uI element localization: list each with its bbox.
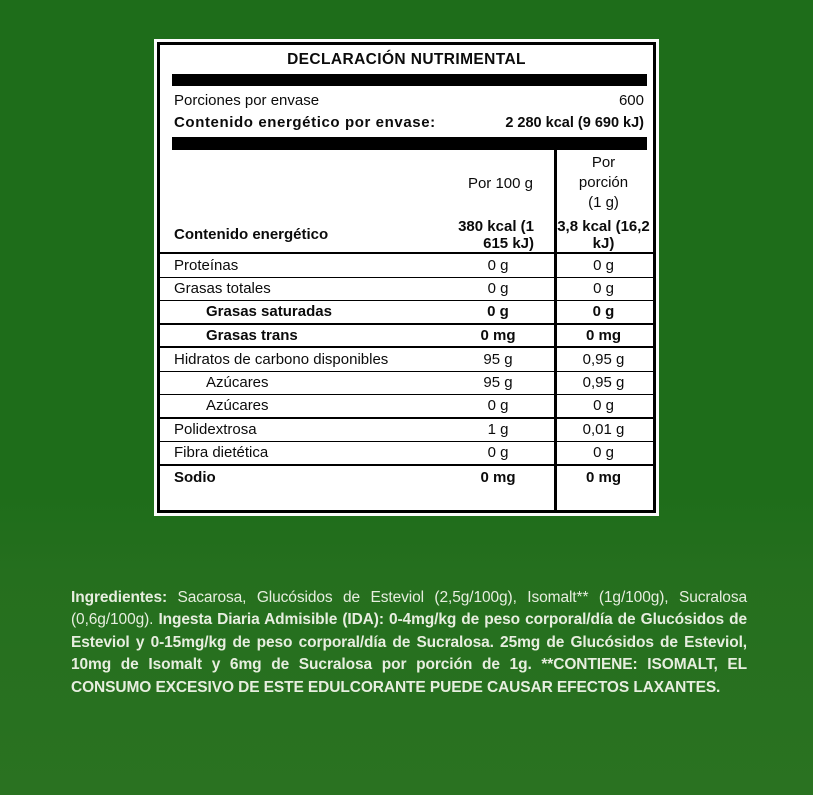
- servings-label: Porciones por envase: [174, 91, 320, 109]
- energy-per-portion-value: 3,8 kcal (16,2 kJ): [557, 217, 650, 252]
- nutrient-rows: [160, 254, 653, 489]
- value-per-100g: 95 g: [483, 350, 513, 368]
- nutrient-row: [160, 254, 653, 278]
- value-per-100g: 1 g: [487, 421, 509, 439]
- value-per-portion: 0 g: [593, 397, 614, 415]
- ingredients-bold-text: Ingesta Diaria Admisible (IDA): 0-4mg/kg de peso corporal/día de Glucósidos de Esteviol y 0-15mg/kg de peso corporal/día de Sucralosa. 25mg de Glucósidos de Esteviol, 10mg de Isomalt y 6mg de Sucralosa por porción de 1g. **CONTIENE: ISOMALT, EL CONSUMO EXCESIVO DE ESTE EDULCORANTE PUEDE CAUSAR EFECTOS LAXANTES.: [71, 611, 747, 696]
- value-per-100g: 0 g: [487, 303, 509, 321]
- nutrient-name: Azúcares: [206, 397, 269, 415]
- header-spacer: [160, 150, 442, 217]
- nutrient-name: Grasas trans: [206, 326, 298, 344]
- value-per-100g: 0 g: [487, 444, 509, 462]
- nutrient-row: [160, 395, 653, 419]
- value-per-100g: 0 g: [487, 256, 509, 274]
- value-per-portion: 0 g: [593, 256, 614, 274]
- nutrient-row: [160, 325, 653, 349]
- energy-per-package-label: Contenido energético por envase:: [174, 114, 436, 131]
- nutrient-name: Azúcares: [206, 374, 269, 392]
- energy-per-100g-value: 380 kcal (1 615 kJ): [458, 217, 534, 252]
- energy-content-row: [160, 217, 653, 254]
- value-per-portion: 0 mg: [585, 468, 621, 486]
- ingredients-paragraph: [71, 587, 747, 700]
- value-per-100g: 0 mg: [480, 468, 516, 486]
- nutrient-row: [160, 372, 653, 396]
- nutrient-row: [160, 301, 653, 325]
- nutrient-name: Grasas totales: [174, 280, 271, 298]
- nutrient-name: Grasas saturadas: [206, 303, 332, 321]
- nutrient-row: [160, 278, 653, 302]
- nutrient-row: [160, 348, 653, 372]
- value-per-100g: 95 g: [483, 374, 513, 392]
- energy-per-package-value: 2 280 kcal (9 690 kJ): [505, 114, 644, 131]
- nutrient-name: Proteínas: [174, 256, 239, 274]
- value-per-100g: 0 mg: [480, 326, 516, 344]
- ingredients-bold-text: Ingredientes:: [71, 588, 178, 606]
- nutrient-name: Hidratos de carbono disponibles: [174, 350, 389, 368]
- energy-content-label: Contenido energético: [174, 226, 329, 243]
- value-per-portion: 0,01 g: [582, 421, 625, 439]
- ingredients-regular-text: Sacarosa, Glucósidos de Esteviol (2,5g/100g), Isomalt** (1g/100g), Sucralosa (0,6g/100g).: [71, 588, 747, 628]
- column-divider-line: [554, 150, 557, 510]
- nutrient-name: Sodio: [174, 468, 216, 486]
- nutrient-name: Polidextrosa: [174, 421, 257, 439]
- separator-bar-top: [172, 74, 647, 86]
- nutrient-row: [160, 419, 653, 443]
- value-per-portion: 0 g: [593, 444, 614, 462]
- value-per-100g: 0 g: [487, 397, 509, 415]
- panel-title: DECLARACIÓN NUTRIMENTAL: [287, 51, 526, 68]
- value-per-portion: 0,95 g: [582, 350, 625, 368]
- nutrition-table: [160, 150, 653, 510]
- value-per-portion: 0 g: [593, 280, 614, 298]
- separator-bar-bottom: [172, 137, 647, 150]
- nutrient-name: Fibra dietética: [174, 444, 269, 462]
- servings-row: [160, 89, 653, 111]
- column-header-per-portion: Por porción (1 g): [578, 154, 629, 211]
- nutrition-facts-panel: [157, 42, 656, 513]
- energy-per-package-row: [160, 111, 653, 134]
- nutrient-row: [160, 442, 653, 466]
- nutrient-row: [160, 466, 653, 490]
- value-per-portion: 0,95 g: [582, 374, 625, 392]
- servings-value: 600: [618, 91, 644, 109]
- table-header-row: [160, 150, 653, 217]
- value-per-portion: 0 g: [592, 303, 615, 321]
- value-per-portion: 0 mg: [585, 326, 621, 344]
- value-per-100g: 0 g: [487, 280, 509, 298]
- column-header-per-100g: Por 100 g: [467, 175, 533, 192]
